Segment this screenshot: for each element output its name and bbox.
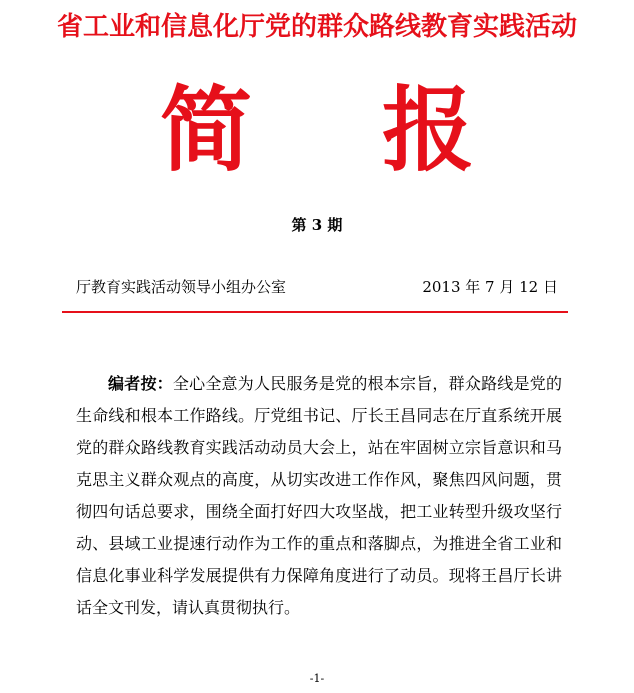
editor-note-paragraph xyxy=(76,368,562,624)
editor-note-label: 编者按： xyxy=(108,374,173,393)
issue-number: 第 3 期 xyxy=(291,216,343,234)
issue-date: 2013 年 7 月 12 日 xyxy=(422,278,558,296)
red-divider-line xyxy=(62,311,568,313)
editor-note-text: 全心全意为人民服务是党的根本宗旨，群众路线是党的生命线和根本工作路线。厅党组书记、厅长王昌同志在厅直系统开展党的群众路线教育实践活动动员大会上，站在牢固树立宗旨意识和马克思主义群众观点的高度，从切实改进工作作风，聚焦四风问题，贯彻四句话总要求，围绕全面打好四大攻坚战，把工业转型升级攻坚行动、县域工业提速行动作为工作的重点和落脚点，为推进全省工业和信息化事业科学发展提供有力保障角度进行了动员。现将王昌厅长讲话全文刊发，请认真贯彻执行。 xyxy=(76,374,562,617)
page-number: -1- xyxy=(309,672,325,685)
issuer-name: 厅教育实践活动领导小组办公室 xyxy=(76,278,287,296)
organization-title: 省工业和信息化厅党的群众路线教育实践活动 xyxy=(56,12,577,42)
bulletin-title: 简报 xyxy=(159,76,604,184)
issuer-date-row xyxy=(76,276,558,297)
